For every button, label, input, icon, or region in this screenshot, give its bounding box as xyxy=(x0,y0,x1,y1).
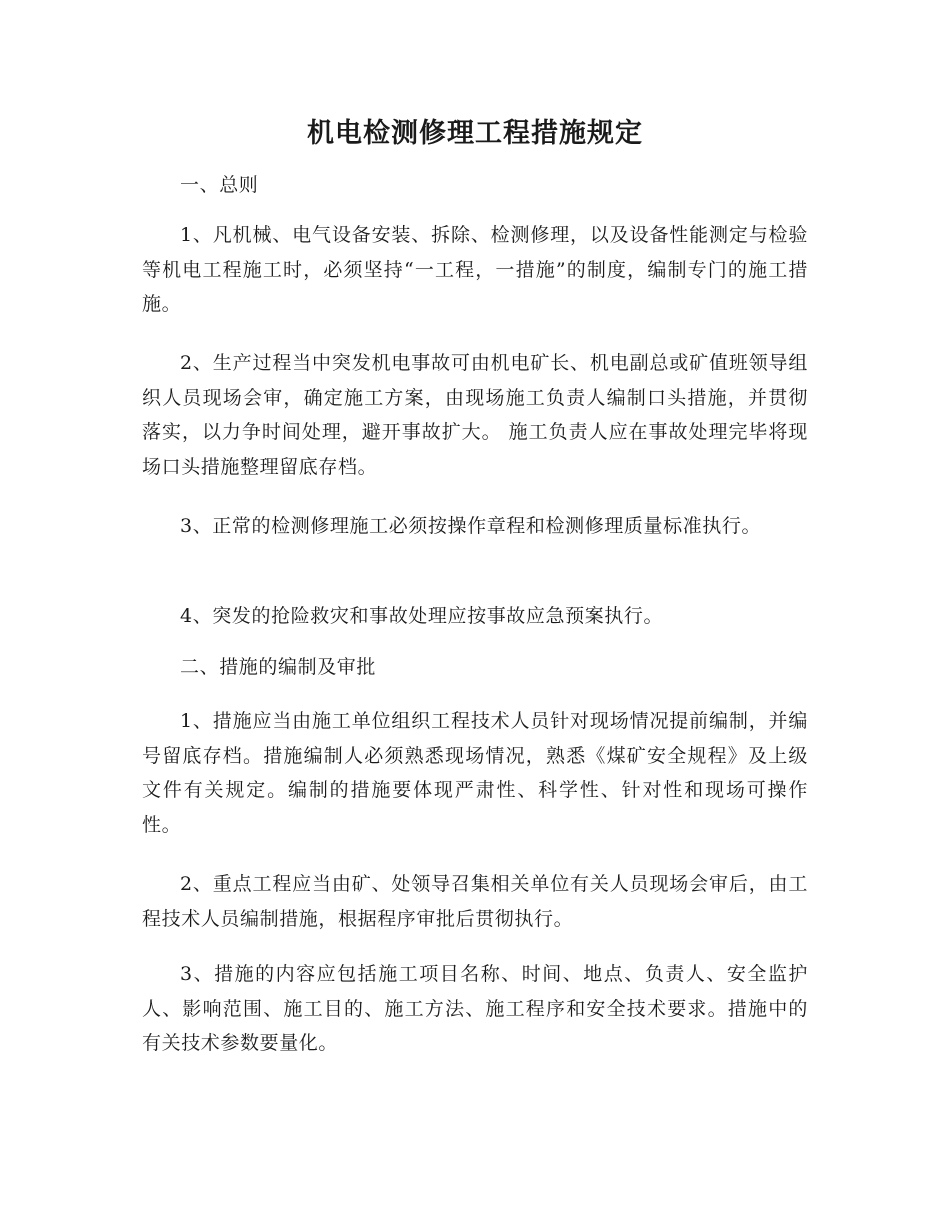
section-heading-general: 一、总则 xyxy=(180,174,259,196)
paragraph-general-4: 4、突发的抢险救灾和事故处理应按事故应急预案执行。 xyxy=(180,605,664,627)
document-title: 机电检测修理工程措施规定 xyxy=(307,118,643,149)
paragraph-general-3: 3、正常的检测修理施工必须按操作章程和检测修理质量标准执行。 xyxy=(180,515,762,537)
paragraph-general-1: 1、凡机械、电气设备安装、拆除、检测修理，以及设备性能测定与检验等机电工程施工时，必须坚持“一工程，一措施”的制度，编制专门的施工措施。 xyxy=(142,224,808,315)
section-heading-compilation: 二、措施的编制及审批 xyxy=(180,656,377,678)
paragraph-compilation-3: 3、措施的内容应包括施工项目名称、时间、地点、负责人、安全监护人、影响范围、施工目的、施工方法、施工程序和安全技术要求。措施中的有关技术参数要量化。 xyxy=(142,963,808,1054)
paragraph-general-2: 2、生产过程当中突发机电事故可由机电矿长、机电副总或矿值班领导组织人员现场会审，确定施工方案，由现场施工负责人编制口头措施，并贯彻落实，以力争时间处理，避开事故扩大。 施工负责人应在事故处理完毕将现场口头措施整理留底存档。 xyxy=(142,352,808,478)
paragraph-compilation-1: 1、措施应当由施工单位组织工程技术人员针对现场情况提前编制，并编号留底存档。措施编制人必须熟悉现场情况，熟悉《煤矿安全规程》及上级文件有关规定。编制的措施要体现严肃性、科学性、针对性和现场可操作性。 xyxy=(142,710,808,836)
paragraph-compilation-2: 2、重点工程应当由矿、处领导召集相关单位有关人员现场会审后，由工程技术人员编制措施，根据程序审批后贯彻执行。 xyxy=(142,873,808,930)
